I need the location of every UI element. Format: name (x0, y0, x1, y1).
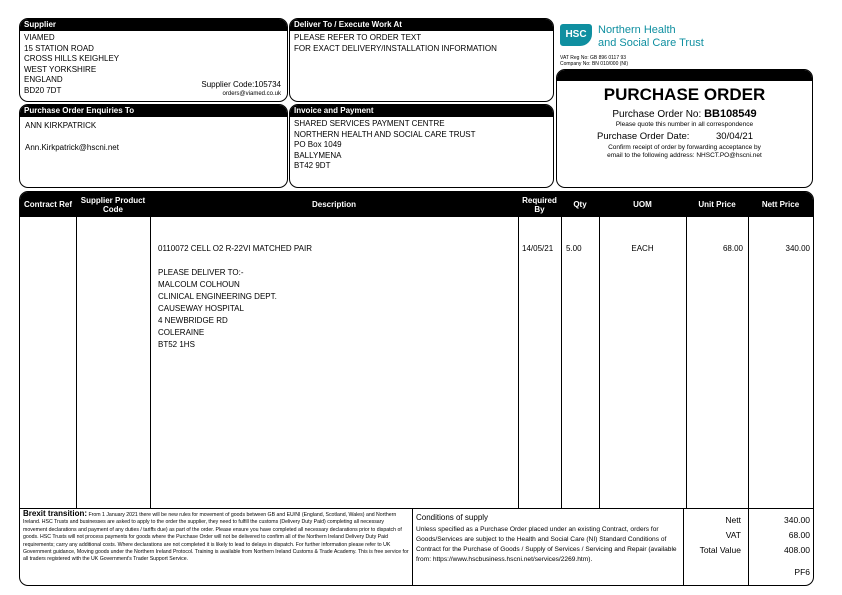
supplier-line: VIAMED (24, 33, 55, 42)
vat-reg: VAT Reg No: GB 896 0117 93 (560, 55, 627, 61)
po-quote-note: Please quote this number in all correspondence (615, 121, 754, 128)
item-uom: EACH (631, 244, 654, 253)
supplier-line: 15 STATION ROAD (24, 43, 94, 53)
po-top-band (557, 70, 812, 81)
table-header-row (20, 192, 813, 217)
invoice-line: SHARED SERVICES PAYMENT CENTRE (294, 119, 445, 128)
invoice-line: BALLYMENA (294, 150, 342, 160)
po-number: BB108549 (704, 108, 757, 120)
hsc-badge-icon: HSC (560, 24, 592, 46)
supplier-line: ENGLAND (24, 75, 63, 84)
deliver-heading: Deliver To / Execute Work At (290, 19, 553, 31)
supplier-code: Supplier Code:105734 (201, 80, 281, 89)
po-date-label: Purchase Order Date: (597, 131, 690, 142)
brexit-title: Brexit transition: (23, 510, 88, 518)
po-number-row (557, 108, 812, 120)
po-confirm-2: email to the following address: NHSCT.PO@hscni.net (607, 152, 762, 159)
supplier-line: BD20 7DT (24, 85, 62, 95)
item-description: 0110072 CELL O2 R-22VI MATCHED PAIR (158, 244, 312, 253)
column-divider (518, 217, 519, 508)
purchase-order-panel (556, 69, 813, 188)
column-divider (150, 217, 151, 508)
col-unit-price: Unit Price (698, 200, 736, 209)
column-divider (561, 217, 562, 508)
footer-divider (412, 509, 413, 586)
supplier-email: orders@viamed.co.uk (222, 91, 281, 97)
col-qty: Qty (573, 200, 587, 209)
logo-line2: and Social Care Trust (598, 37, 704, 49)
item-qty: 5.00 (566, 244, 582, 253)
footer-divider (748, 509, 749, 586)
page-ref: PF6 (794, 567, 810, 577)
delivery-line: CLINICAL ENGINEERING DEPT. (158, 292, 277, 301)
brexit-text: From 1 January 2021 there will be new rules for movement of goods between GB and EU/NI (England, Scotland, Wales) and Northern Ireland. HSC Trusts and businesses are asked to apply to the order the supplier, they need to fulfill the customs (Delivery Duty Paid) completing all necessary movement declarations and payment of any duties / tariffs due) as part of the order. Please ensure you have completed all necessary declarations prior to dispatch of goods. HSC Trusts will not process payments for goods where the Purchase Order will not be delivered to confirm all of the Northern Ireland Delivery Duty Paid requirements; carry any additional costs. Where declarations are not completed it is likely to lead to delays in dispatch. For further information please refer to UK Government guidance, Moving goods under the Northern Ireland Protocol. Training is available from Northern Ireland Customs & Trade Academy. This is free service for all traders registered with the UK Government's Trader Support Service. (23, 512, 409, 563)
total-label: Total Value (699, 545, 741, 555)
deliver-line: FOR EXACT DELIVERY/INSTALLATION INFORMATION (294, 43, 497, 53)
item-required-by: 14/05/21 (522, 244, 554, 253)
invoice-line: PO Box 1049 (294, 140, 342, 149)
deliver-text (290, 31, 553, 56)
col-contract-ref: Contract Ref (23, 200, 72, 209)
footer-divider (683, 509, 684, 586)
po-date: 30/04/21 (716, 131, 753, 142)
delivery-line: BT52 1HS (158, 340, 195, 349)
col-required-by: Required By (522, 195, 557, 214)
conditions-text: Unless specified as a Purchase Order placed under an existing Contract, orders for Goods/Services are subject to the Health and Social Care (NI) Standard Conditions of Contract for the Purchase of Goods / Supply of Services / Servicing and Repair (available from: https://www.hscbusiness.hscni.net/services/2269.htm). (416, 526, 677, 563)
invoice-line: BT42 9DT (294, 161, 331, 170)
enquiries-name: ANN KIRKPATRICK (25, 121, 97, 130)
logo-line1: Northern Health (598, 24, 676, 36)
nett-label: Nett (725, 515, 741, 525)
delivery-line: COLERAINE (158, 328, 205, 337)
column-divider (599, 217, 600, 508)
enquiries-heading: Purchase Order Enquiries To (20, 105, 287, 117)
enquiries-email: Ann.Kirkpatrick@hscni.net (25, 143, 119, 152)
column-divider (748, 217, 749, 508)
company-no: Company No: BN 010/000 (NI) (560, 61, 629, 67)
po-title: PURCHASE ORDER (603, 85, 766, 104)
invoice-box (289, 104, 554, 188)
col-description: Description (311, 200, 356, 209)
delivery-line: CAUSEWAY HOSPITAL (158, 304, 244, 313)
vat-label: VAT (725, 530, 741, 540)
po-number-label: Purchase Order No: (612, 109, 702, 120)
invoice-line: NORTHERN HEALTH AND SOCIAL CARE TRUST (294, 129, 476, 139)
col-supplier-code: Supplier Product Code (80, 195, 146, 214)
vat-value: 68.00 (788, 530, 810, 540)
brexit-notice (23, 510, 409, 585)
item-unit-price: 68.00 (722, 244, 743, 253)
nett-value: 340.00 (784, 515, 810, 525)
enquiries-box (19, 104, 288, 188)
deliver-line: PLEASE REFER TO ORDER TEXT (294, 33, 422, 42)
item-nett-price: 340.00 (785, 244, 810, 253)
order-table (19, 191, 814, 586)
column-divider (686, 217, 687, 508)
order-footer (20, 508, 813, 586)
column-divider (76, 217, 77, 508)
supplier-line: CROSS HILLS KEIGHLEY (24, 54, 120, 63)
deliver-to-box (289, 18, 554, 102)
invoice-heading: Invoice and Payment (290, 105, 553, 117)
delivery-line: MALCOLM COLHOUN (158, 280, 240, 289)
delivery-line: PLEASE DELIVER TO:- (158, 268, 244, 277)
po-confirm-1: Confirm receipt of order by forwarding acceptance by (608, 144, 761, 151)
invoice-address (290, 117, 553, 174)
supplier-box (19, 18, 288, 102)
delivery-line: 4 NEWBRIDGE RD (158, 316, 228, 325)
col-uom: UOM (633, 200, 652, 209)
total-value: 408.00 (784, 545, 810, 555)
supplier-heading: Supplier (20, 19, 287, 31)
col-nett-price: Nett Price (761, 200, 800, 209)
supplier-line: WEST YORKSHIRE (24, 64, 97, 74)
conditions-title: Conditions of supply (416, 513, 489, 522)
